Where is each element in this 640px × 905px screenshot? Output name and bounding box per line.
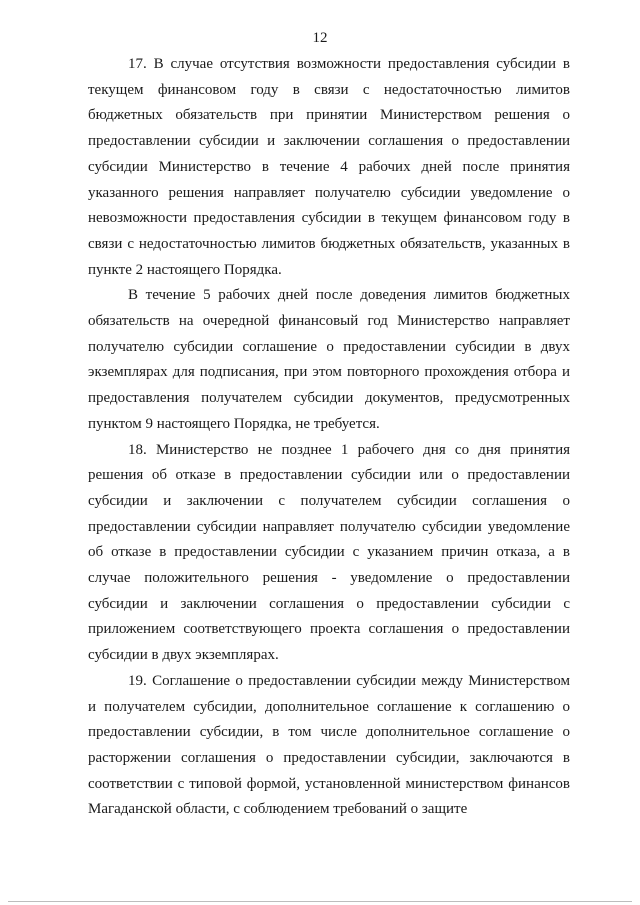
page-number: 12 [312, 30, 328, 46]
paragraph-17: 17. В случае отсутствия возможности предоставления субсидии в текущем финансовом году в связи с недостаточностью лимитов бюджетных обязательств при принятии Министерством решения о предоставлении субсидии и заключении соглашения о предоставлении субсидии Министерство в течение 4 рабочих дней после принятия указанного решения направляет получателю субсидии уведомление о невозможности предоставления субсидии в текущем финансовом году в связи с недостаточностью лимитов бюджетных обязательств, указанных в пункте 2 настоящего Порядка. [88, 56, 570, 278]
paragraph-19: 19. Соглашение о предоставлении субсидии между Министерством и получателем субсидии, дополнительное соглашение к соглашению о предоставлении субсидии, в том числе дополнительное соглашение о расторжении соглашения о предоставлении субсидии, заключаются в соответствии с типовой формой, установленной министерством финансов Магаданской области, с соблюдением требований о защите [88, 672, 570, 818]
document-body [88, 52, 570, 823]
page-bottom-divider [8, 901, 632, 902]
paragraph-17-continuation: В течение 5 рабочих дней после доведения лимитов бюджетных обязательств на очередной финансовый год Министерство направляет получателю субсидии соглашение о предоставлении субсидии в двух экземплярах для подписания, при этом повторного прохождения отбора и предоставления получателем субсидии документов, предусмотренных пунктом 9 настоящего Порядка, не требуется. [88, 287, 570, 432]
paragraph-18: 18. Министерство не позднее 1 рабочего дня со дня принятия решения об отказе в предоставлении субсидии или о предоставлении субсидии и заключении с получателем субсидии соглашения о предоставлении субсидии направляет получателю субсидии уведомление об отказе в предоставлении субсидии с указанием причин отказа, а в случае положительного решения - уведомление о предоставлении субсидии и заключении соглашения о предоставлении субсидии с приложением соответствующего проекта соглашения о предоставлении субсидии в двух экземплярах. [88, 441, 570, 664]
